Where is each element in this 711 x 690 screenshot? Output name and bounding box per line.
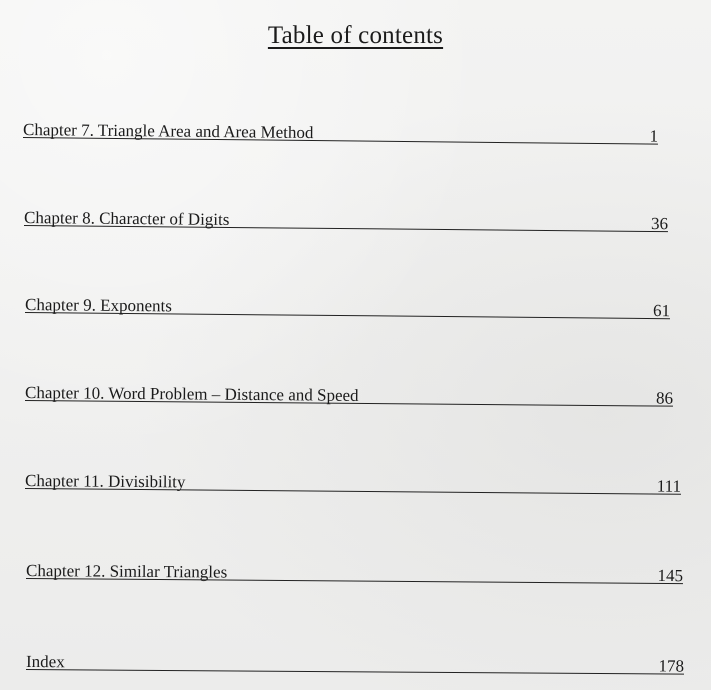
toc-entry-chapter-11	[25, 462, 681, 495]
toc-entry-label: Chapter 9. Exponents	[24, 295, 173, 316]
toc-entry-index	[26, 643, 684, 675]
page-title-text: Table of contents	[267, 22, 444, 49]
toc-entry-chapter-9	[25, 286, 670, 319]
toc-entry-chapter-7	[23, 111, 658, 145]
toc-entry-label: Index	[25, 652, 65, 672]
toc-entry-page-number: 1	[649, 126, 659, 146]
toc-entry-page-number: 36	[650, 214, 669, 234]
toc-entry-label: Chapter 10. Word Problem – Distance and Speed	[24, 383, 359, 405]
toc-entry-chapter-10	[25, 374, 673, 407]
toc-entry-label: Chapter 12. Similar Triangles	[25, 561, 228, 582]
toc-entry-label: Chapter 8. Character of Digits	[23, 208, 230, 229]
toc-entry-chapter-12	[26, 552, 683, 584]
toc-entry-page-number: 178	[658, 656, 685, 676]
toc-entry-page-number: 86	[655, 388, 674, 408]
page-title	[0, 22, 711, 50]
toc-entry-page-number: 61	[652, 301, 671, 321]
toc-entry-page-number: 145	[657, 565, 684, 586]
toc-entry-page-number: 111	[656, 476, 682, 496]
toc-entry-chapter-8	[24, 199, 668, 232]
toc-entry-label: Chapter 7. Triangle Area and Area Method	[22, 120, 314, 143]
toc-entry-label: Chapter 11. Divisibility	[24, 471, 186, 492]
